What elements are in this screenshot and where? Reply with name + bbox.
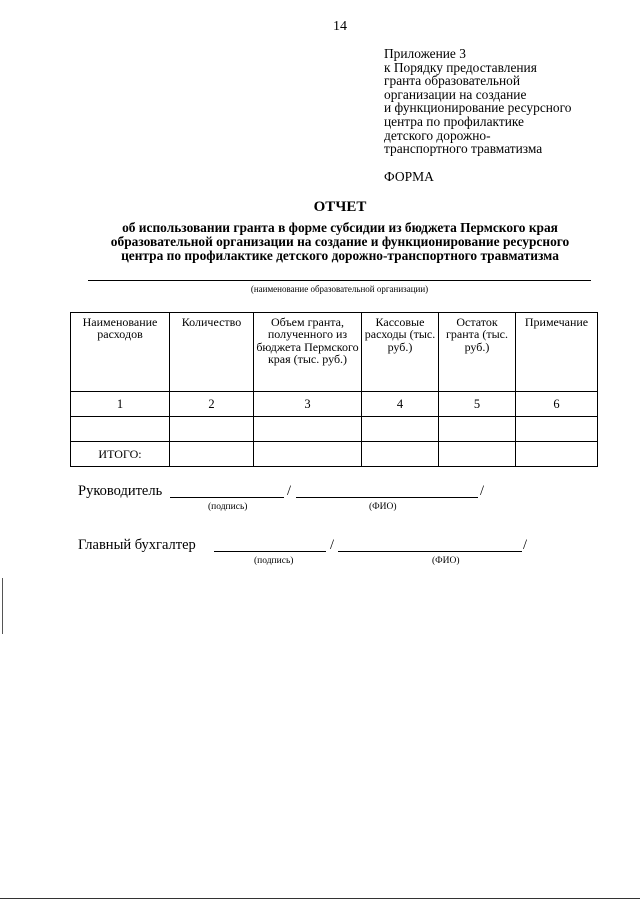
appendix-line: транспортного травматизма: [384, 141, 543, 157]
org-name-line: [88, 280, 591, 281]
org-name-caption: (наименование образовательной организации): [250, 284, 429, 294]
appendix-block: [384, 47, 624, 156]
accountant-sign-caption: (подпись): [254, 556, 294, 566]
head-slash: /: [480, 483, 485, 499]
table-cell: [439, 442, 516, 467]
table-cell: [71, 417, 170, 442]
report-title: ОТЧЕТ: [313, 199, 367, 215]
table-cell: [254, 442, 362, 467]
accountant-name-line: [338, 551, 522, 552]
page-number: 14: [333, 19, 347, 34]
table-header-row: [71, 313, 598, 392]
appendix-line: и функционирование ресурсного: [384, 100, 572, 116]
header-grant-amount: Объем гранта, полученного из бюджета Пермского края (тыс. руб.): [254, 313, 362, 392]
appendix-line: гранта образовательной: [384, 73, 521, 89]
accountant-slash: /: [523, 537, 528, 553]
header-grant-balance: Остаток гранта (тыс. руб.): [439, 313, 516, 392]
head-sign-caption: (подпись): [208, 502, 248, 512]
header-note: Примечание: [516, 313, 598, 392]
table-cell: [516, 442, 598, 467]
appendix-line: Приложение 3: [384, 46, 466, 61]
accountant-signature-line: [214, 551, 326, 552]
table-cell: [362, 442, 439, 467]
header-quantity: Количество: [170, 313, 254, 392]
column-number: 6: [516, 392, 598, 417]
column-number: 1: [71, 392, 170, 417]
form-label: ФОРМА: [384, 169, 434, 184]
appendix-line: к Порядку предоставления: [384, 59, 537, 75]
scan-bottom-edge: [0, 898, 640, 899]
accountant-signature-label: Главный бухгалтер: [78, 537, 196, 553]
head-slash: /: [287, 483, 292, 499]
appendix-line: центра по профилактике: [384, 113, 524, 129]
report-subtitle: [60, 221, 620, 262]
table-cell: [170, 442, 254, 467]
head-name-line: [296, 497, 478, 498]
column-number: 5: [439, 392, 516, 417]
table-cell: [362, 417, 439, 442]
report-subtitle-line: центра по профилактике детского дорожно-транспортного травматизма: [121, 247, 559, 263]
head-signature-line: [170, 497, 284, 498]
head-name-caption: (ФИО): [369, 502, 397, 512]
report-subtitle-line: об использовании гранта в форме субсидии из бюджета Пермского края: [122, 220, 558, 235]
table-cell: [254, 417, 362, 442]
header-expense-name: Наименование расходов: [71, 313, 170, 392]
column-number: 3: [254, 392, 362, 417]
appendix-line: организации на создание: [384, 86, 527, 102]
column-number: 4: [362, 392, 439, 417]
table-row: [71, 417, 598, 442]
column-number: 2: [170, 392, 254, 417]
accountant-name-caption: (ФИО): [432, 556, 460, 566]
total-label: ИТОГО:: [71, 442, 170, 467]
grant-table: [70, 312, 598, 467]
table-cell: [516, 417, 598, 442]
table-cell: [170, 417, 254, 442]
report-subtitle-line: образовательной организации на создание и функционирование ресурсного: [110, 233, 570, 249]
accountant-slash: /: [330, 537, 335, 553]
scan-margin-line: [2, 578, 3, 634]
appendix-line: детского дорожно-: [384, 127, 491, 143]
table-total-row: [71, 442, 598, 467]
head-signature-label: Руководитель: [78, 483, 163, 499]
table-number-row: [71, 392, 598, 417]
header-cash-expenses: Кассовые расходы (тыс. руб.): [362, 313, 439, 392]
table-cell: [439, 417, 516, 442]
